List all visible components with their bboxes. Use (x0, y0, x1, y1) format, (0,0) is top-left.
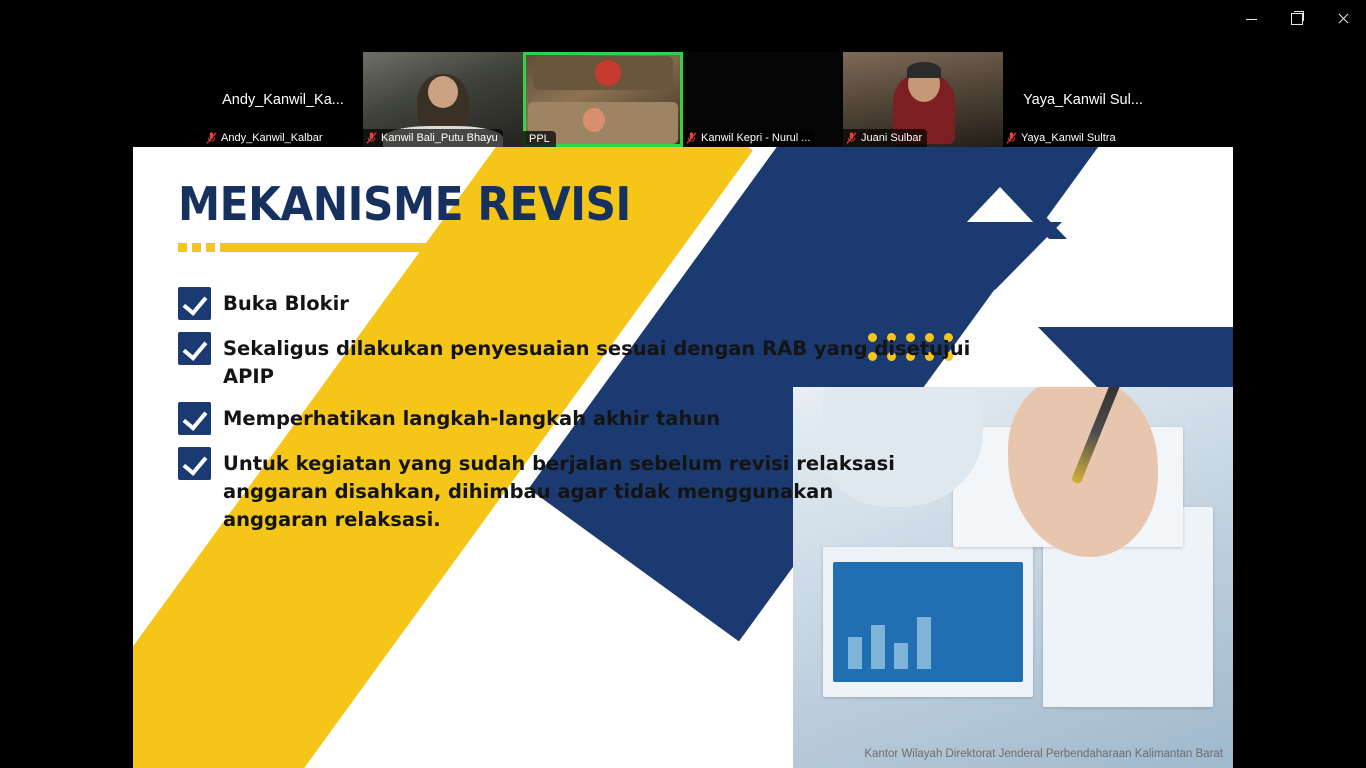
bullet-text: Buka Blokir (223, 292, 349, 315)
checkbox-checked-icon (178, 402, 211, 435)
title-underline (178, 243, 600, 252)
slide-credit: Kantor Wilayah Direktorat Jenderal Perbendaharaan Kalimantan Barat (864, 748, 1223, 760)
checkbox-checked-icon (178, 332, 211, 365)
participant-tile[interactable] (843, 52, 1003, 147)
restore-icon (1291, 13, 1303, 25)
participant-name-badge (683, 129, 815, 147)
mic-muted-icon (366, 132, 377, 144)
bullet-text: Memperhatikan langkah-langkah akhir tahun (223, 407, 721, 431)
underline-dot (192, 243, 201, 252)
close-button[interactable] (1320, 0, 1366, 38)
participant-name-badge (203, 129, 328, 147)
participant-label: Kanwil Bali_Putu Bhayu (381, 132, 498, 144)
slide-title: MEKANISME REVISI (178, 177, 631, 231)
list-item (178, 332, 978, 390)
navy-triangle-down-icon (928, 222, 1062, 290)
shared-screen-letterbox-right (1233, 147, 1366, 768)
list-item (178, 287, 978, 320)
participant-tile[interactable] (203, 52, 363, 147)
participant-display-name: Andy_Kanwil_Ka... (222, 91, 344, 108)
list-item (178, 402, 978, 435)
bullet-text: Sekaligus dilakukan penyesuaian sesuai dengan RAB yang disetujui APIP (223, 337, 971, 388)
restore-button[interactable] (1274, 0, 1320, 38)
underline-dot (206, 243, 215, 252)
minimize-button[interactable] (1228, 0, 1274, 38)
mic-muted-icon (206, 132, 217, 144)
participant-label: Kanwil Kepri - Nurul ... (701, 132, 811, 144)
video-thumbnail (428, 76, 458, 108)
participant-label: PPL (523, 131, 556, 147)
underline-bar (220, 243, 600, 252)
shared-presentation-slide (133, 147, 1233, 768)
participant-name-badge (843, 129, 927, 147)
participant-name-badge (1003, 129, 1121, 147)
close-icon (1337, 13, 1349, 25)
participant-label: Andy_Kanwil_Kalbar (221, 132, 323, 144)
window-titlebar (0, 0, 1366, 38)
minimize-icon (1246, 19, 1257, 20)
participant-tile[interactable] (363, 52, 523, 147)
participant-name-badge (363, 129, 503, 147)
slide-bullet-list (178, 287, 978, 545)
participant-tile[interactable] (683, 52, 843, 147)
video-thumbnail (595, 60, 621, 86)
participant-label: Yaya_Kanwil Sultra (1021, 132, 1116, 144)
video-thumbnail (907, 62, 941, 78)
mic-muted-icon (1006, 132, 1017, 144)
checkbox-checked-icon (178, 287, 211, 320)
underline-dot (178, 243, 187, 252)
participant-tile-active-speaker[interactable] (523, 52, 683, 147)
list-item (178, 447, 978, 533)
participant-display-name: Yaya_Kanwil Sul... (1023, 91, 1143, 108)
participant-tile[interactable] (1003, 52, 1163, 147)
bullet-text: Untuk kegiatan yang sudah berjalan sebelum revisi relaksasi anggaran disahkan, dihimbau agar tidak menggunakan anggaran relaksasi. (223, 452, 895, 531)
window-controls (1228, 0, 1366, 38)
participant-label: Juani Sulbar (861, 132, 923, 144)
video-thumbnail (583, 108, 605, 132)
checkbox-checked-icon (178, 447, 211, 480)
mic-muted-icon (846, 132, 857, 144)
participant-filmstrip (203, 52, 1163, 147)
mic-muted-icon (686, 132, 697, 144)
shared-screen-letterbox-left (0, 147, 133, 768)
